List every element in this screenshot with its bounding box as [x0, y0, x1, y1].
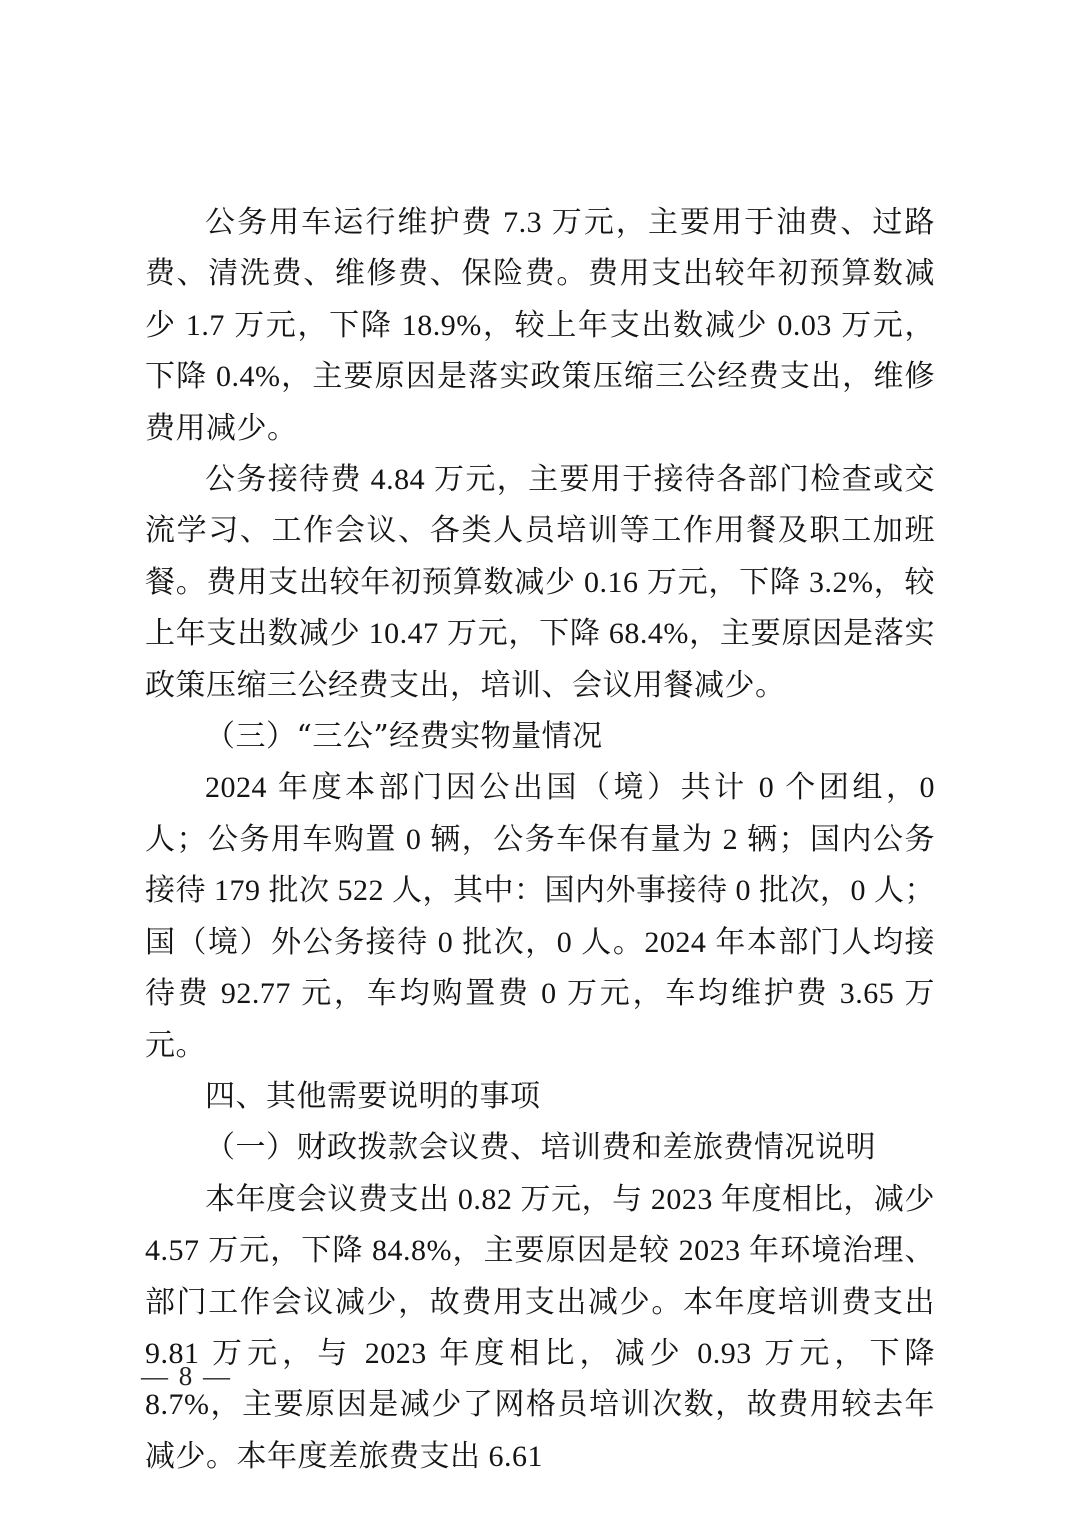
document-content [145, 197, 935, 1482]
paragraph-official-vehicle-maintenance: 公务用车运行维护费 7.3 万元，主要用于油费、过路费、清洗费、维修费、保险费。费用支出较年初预算数减少 1.7 万元，下降 18.9%，较上年支出数减少 0.03 万元，下降 0.4%，主要原因是落实政策压缩三公经费支出，维修费用减少。 [145, 206, 935, 445]
paragraph-official-reception: 公务接待费 4.84 万元，主要用于接待各部门检查或交流学习、工作会议、各类人员培训等工作用餐及职工加班餐。费用支出较年初预算数减少 0.16 万元，下降 3.2%，较上年支出数减少 10.47 万元，下降 68.4%，主要原因是落实政策压缩三公经费支出，培训、会议用餐减少。 [145, 463, 935, 702]
page-number: — 8 — [141, 1361, 232, 1391]
subheading-meeting-training-travel-fees: （一）财政拨款会议费、培训费和差旅费情况说明 [205, 1130, 876, 1166]
subheading-three-public-expenses-physical: （三）“三公”经费实物量情况 [205, 719, 603, 755]
heading-other-matters: 四、其他需要说明的事项 [205, 1079, 541, 1113]
paragraph-physical-quantity-details: 2024 年度本部门因公出国（境）共计 0 个团组，0 人；公务用车购置 0 辆，公务车保有量为 2 辆；国内公务接待 179 批次 522 人，其中：国内外事接待 0 批次，0 人；国（境）外公务接待 0 批次，0 人。2024 年本部门人均接待费 92.77 元，车均购置费 0 万元，车均维护费 3.65 万元。 [145, 771, 935, 1062]
paragraph-annual-fees-details: 本年度会议费支出 0.82 万元，与 2023 年度相比，减少 4.57 万元，下降 84.8%，主要原因是较 2023 年环境治理、部门工作会议减少，故费用支出减少。本年度培训费支出 9.81 万元，与 2023 年度相比，减少 0.93 万元，下降 8.7%，主要原因是减少了网格员培训次数，故费用较去年减少。本年度差旅费支出 6.61 [145, 1182, 935, 1473]
